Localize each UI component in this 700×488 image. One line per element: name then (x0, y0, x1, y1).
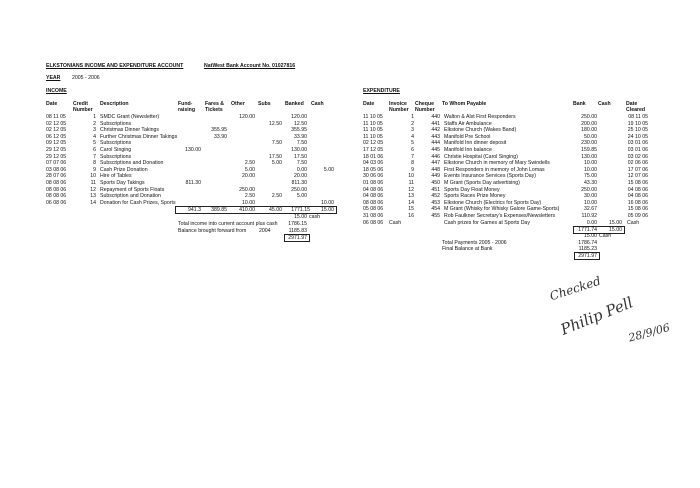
row-banked: 0.00 (296, 166, 307, 173)
row-invoice: 1 (411, 114, 414, 120)
col-other: Other (231, 101, 245, 107)
row-cleared: 04 08 06 (627, 193, 648, 200)
row-date: 04 08 06 (363, 193, 384, 200)
row-description: Subscriptions (100, 140, 132, 147)
row-bank: 0.00 (586, 219, 597, 226)
row-cleared: 16 08 06 (627, 199, 648, 206)
row-bank: 159.85 (581, 147, 597, 153)
row-fares: 33.90 (214, 133, 227, 140)
row-payee: M Grant (Sports Day advertising) (444, 180, 520, 186)
row-description: Subscriptions (100, 120, 132, 127)
col-cash: Cash (311, 101, 324, 107)
row-number: 5 (93, 140, 96, 147)
row-payee: Elkstone Church (Electrics for Sports Day) (444, 199, 542, 206)
row-number: 11 (90, 180, 96, 186)
row-banked: 5.00 (296, 193, 307, 200)
row-number: 4 (93, 133, 96, 140)
row-date: 04 08 06 (363, 186, 384, 193)
row-cleared: Cash (627, 219, 640, 226)
row-fares: 355.95 (211, 127, 227, 134)
row-description: Further Christmas Dinner Takings (100, 133, 178, 140)
row-other: 5.00 (244, 166, 255, 173)
income-summary-value: 1786.15 (288, 221, 307, 227)
income-cash-word: cash (309, 214, 320, 220)
row-invoice: Cash (389, 219, 402, 226)
row-cash: 10.00 (321, 199, 334, 206)
row-number: 2 (93, 120, 96, 127)
row-cheque: 454 (431, 206, 440, 213)
exp-cash-total: 15.00 (584, 233, 597, 239)
col-subs: Subs (258, 101, 271, 107)
row-date: 18 01 06 (363, 153, 384, 160)
row-invoice: 13 (408, 193, 414, 200)
row-bank: 200.00 (581, 120, 597, 127)
row-other: 20.00 (242, 173, 255, 180)
row-date: 29 12 05 (46, 147, 67, 153)
row-number: 14 (90, 199, 96, 206)
row-payee: Walton & Alst First Responders (444, 114, 516, 120)
row-payee: Manifold Pre School (444, 133, 491, 140)
balance-forward-label: Balance brought forward from (178, 228, 247, 234)
col-description: Description (100, 101, 129, 107)
row-cheque: 445 (431, 147, 440, 153)
row-cleared: 03 02 06 (627, 153, 648, 160)
row-cheque: 443 (431, 133, 440, 140)
row-payee: Events Insurance Services (Sports Day) (444, 173, 536, 180)
row-cleared: 24 10 05 (627, 133, 648, 140)
total-payments-label: Total Payments 2005 - 2006 (442, 240, 507, 246)
row-invoice: 4 (411, 133, 414, 140)
total-payments-value: 1786.74 (578, 240, 597, 246)
col-fares: Fares & (205, 101, 225, 107)
row-cash: 15.00 (609, 219, 622, 226)
exp-col-cleared: Cleared (626, 107, 646, 113)
row-date: 28 07 06 (46, 173, 67, 180)
row-banked: 20.00 (294, 173, 307, 180)
row-cheque: 442 (431, 127, 440, 134)
row-payee: Sports Races Prize Money (444, 193, 506, 200)
bank-account-label: NatWest Bank Account No. 01027816 (204, 63, 296, 69)
expenditure-heading: EXPENDITURE (363, 88, 400, 94)
income-grand-total: 2971.97 (288, 235, 307, 241)
row-description: Subscription and Donation (100, 193, 161, 200)
row-description: Donation for Cash Prizes, Sports (100, 199, 176, 206)
row-subs: 7.50 (271, 140, 282, 147)
row-date: 06 08 06 (363, 219, 384, 226)
total-cash: 15.00 (321, 207, 334, 213)
row-bank: 250.00 (581, 186, 597, 193)
signature-checked: Checked (548, 273, 603, 304)
row-cheque: 440 (431, 114, 440, 120)
row-date: 04 03 06 (363, 160, 384, 167)
row-cheque: 455 (431, 213, 440, 219)
row-cheque: 452 (431, 193, 440, 200)
col-fund: Fund- (178, 101, 193, 107)
final-balance-value: 2971.97 (578, 253, 597, 259)
row-date: 08 08 06 (46, 193, 67, 200)
row-description: Repayment of Sports Floats (100, 186, 165, 193)
row-other: 2.50 (244, 160, 255, 167)
income-heading: INCOME (46, 88, 67, 94)
row-cheque: 447 (431, 160, 440, 167)
row-invoice: 2 (411, 120, 414, 127)
balance-forward-value: 1185.83 (288, 228, 307, 234)
row-invoice: 16 (408, 213, 414, 219)
row-number: 10 (90, 173, 96, 180)
year-value: 2005 - 2006 (72, 75, 100, 81)
row-date: 02 12 05 (363, 140, 384, 147)
row-fund: 130.00 (185, 147, 201, 153)
exp-col-cheque: Cheque (415, 101, 435, 107)
row-payee: Elkstone Church (Wakes Band) (444, 127, 517, 134)
row-payee: Rob Faulkner Secretary's Expenses/Newsletters (444, 213, 556, 219)
row-payee: Manifold Inn balance (444, 147, 492, 153)
row-payee: Christie Hospital (Carol Singing) (444, 153, 518, 160)
row-description: Christmas Dinner Takings (100, 127, 160, 134)
row-invoice: 5 (411, 140, 414, 147)
row-cheque: 450 (431, 180, 440, 186)
row-cheque: 448 (431, 166, 440, 173)
row-bank: 50.00 (584, 133, 597, 140)
row-date: 08 08 06 (46, 180, 67, 186)
document-title: ELKSTONIANS INCOME AND EXPENDITURE ACCOUNT (46, 63, 184, 69)
row-payee: M Grant (Whisky for Whisky Galore Game-Sports) (444, 206, 560, 213)
row-other: 250.00 (239, 186, 255, 193)
row-bank: 10.00 (584, 199, 597, 206)
row-cash: 5.00 (323, 166, 334, 173)
row-cleared: 15 08 06 (627, 206, 648, 213)
row-cheque: 451 (431, 186, 440, 193)
row-bank: 110.92 (581, 213, 597, 219)
row-date: 11 10 05 (363, 133, 383, 140)
row-description: Subscriptions (100, 153, 132, 160)
signature-date: 28/9/06 (627, 321, 672, 345)
row-payee: Elkstone Church in memory of Mary Swindells (444, 160, 550, 167)
row-bank: 75.00 (584, 173, 597, 180)
row-subs: 12.50 (269, 120, 282, 127)
row-bank: 180.00 (581, 127, 597, 134)
row-bank: 32.67 (584, 206, 597, 213)
total-banked: 1771.15 (291, 207, 310, 213)
exp-col-cheque-number: Number (415, 107, 435, 113)
exp-col-date: Date (363, 101, 375, 107)
row-date: 05 08 06 (363, 206, 384, 213)
row-date: 31 08 06 (363, 213, 384, 219)
row-number: 7 (93, 153, 96, 160)
row-description: Cash Prize Donation (100, 166, 148, 173)
total-fund: 941.3 (188, 207, 201, 213)
row-other: 120.00 (239, 114, 255, 120)
row-number: 3 (93, 127, 96, 134)
row-banked: 33.90 (294, 133, 307, 140)
col-date: Date (46, 101, 58, 107)
row-cleared: 08 11 05 (628, 114, 648, 120)
income-cash-total: 15.00 (294, 214, 307, 220)
exp-col-invoice: Invoice (389, 101, 407, 107)
row-cleared: 02 06 06 (627, 160, 648, 167)
row-date: 08 08 06 (46, 186, 67, 193)
exp-col-cash: Cash (598, 101, 611, 107)
row-banked: 120.00 (291, 114, 307, 120)
exp-col-invoice-number: Number (389, 107, 409, 113)
row-date: 17 12 05 (363, 147, 384, 153)
final-balance-label: Final Balance at Bank (442, 246, 493, 252)
row-date: 29 12 05 (46, 153, 67, 160)
row-number: 6 (93, 147, 96, 153)
row-date: 08 08 06 (363, 199, 384, 206)
row-date: 11 10 05 (363, 114, 383, 120)
row-cleared: 03 01 06 (627, 147, 648, 153)
row-number: 13 (90, 193, 96, 200)
total-fares: 389.85 (211, 207, 227, 213)
row-description: Subscriptions and Donation (100, 160, 164, 167)
exp-total-cash: 15.00 (609, 227, 622, 233)
exp-col-date-cleared: Date (626, 101, 638, 107)
row-fund: 811.30 (185, 180, 201, 186)
row-date: 02 12 05 (46, 120, 67, 127)
row-date: 06 08 06 (46, 199, 67, 206)
row-payee: Sports Day Float Money (444, 186, 500, 193)
row-cleared: 04 08 06 (627, 186, 648, 193)
col-tickets: Tickets (205, 107, 223, 113)
exp-total-bank: 1771.74 (578, 227, 597, 233)
row-cleared: 03 01 06 (627, 140, 648, 147)
row-bank: 43.30 (584, 180, 597, 186)
row-banked: 12.50 (294, 120, 307, 127)
row-payee: Staffs Air Ambulance (444, 120, 492, 127)
row-cheque: 446 (431, 153, 440, 160)
col-raising: raising (178, 107, 196, 113)
row-bank: 250.00 (581, 114, 597, 120)
row-cleared: 12 07 06 (627, 173, 648, 180)
row-payee: Cash prizes for Games at Sports Day (444, 219, 530, 226)
row-banked: 355.95 (291, 127, 307, 134)
row-date: 02 12 05 (46, 127, 67, 134)
row-bank: 30.00 (584, 193, 597, 200)
row-subs: 5.00 (271, 160, 282, 167)
row-banked: 250.00 (291, 186, 307, 193)
row-invoice: 10 (408, 173, 414, 180)
total-other: 410.00 (239, 207, 255, 213)
income-summary-label: Total income into current account plus cash (178, 221, 278, 227)
row-banked: 7.50 (296, 140, 307, 147)
col-credit-number: Number (73, 107, 93, 113)
row-banked: 7.50 (296, 160, 307, 167)
row-subs: 17.50 (269, 153, 282, 160)
col-banked: Banked (285, 101, 304, 107)
row-bank: 10.00 (584, 166, 597, 173)
row-date: 18 05 06 (363, 166, 384, 173)
row-date: 01 08 06 (363, 180, 384, 186)
exp-cash-word: Cash (599, 233, 612, 239)
row-number: 1 (93, 114, 96, 120)
year-label: YEAR (46, 75, 61, 81)
row-description: Hire of Tables (100, 173, 132, 180)
row-cheque: 453 (431, 199, 440, 206)
row-invoice: 6 (411, 147, 414, 153)
row-invoice: 7 (411, 153, 414, 160)
row-other: 2.50 (244, 193, 255, 200)
row-payee: First Responders in memory of John Lomas (444, 166, 545, 173)
exp-col-bank: Bank (573, 101, 586, 107)
row-banked: 811.30 (291, 180, 307, 186)
row-other: 10.00 (242, 199, 255, 206)
row-banked: 130.00 (291, 147, 307, 153)
row-cleared: 19 10 05 (627, 120, 648, 127)
row-invoice: 11 (408, 180, 414, 186)
row-date: 06 12 05 (46, 133, 67, 140)
row-date: 03 08 06 (46, 166, 67, 173)
row-subs: 2.50 (271, 193, 282, 200)
row-invoice: 12 (408, 186, 414, 193)
row-bank: 230.00 (581, 140, 597, 147)
row-bank: 130.00 (581, 153, 597, 160)
row-date: 11 10 05 (363, 127, 383, 134)
row-invoice: 14 (408, 199, 414, 206)
row-cheque: 449 (431, 173, 440, 180)
col-credit: Credit (73, 101, 88, 107)
balance-forward-year: 2004 (259, 228, 271, 234)
row-description: SMDC Grant (Newsletter) (100, 114, 160, 120)
row-bank: 10.00 (584, 160, 597, 167)
exp-balance-value: 1185.23 (578, 246, 597, 252)
row-cleared: 17 07 06 (627, 166, 648, 173)
row-date: 11 10 05 (363, 120, 383, 127)
row-cheque: 441 (431, 120, 440, 127)
exp-col-payee: To Whom Payable (442, 101, 487, 107)
row-number: 8 (93, 160, 96, 167)
row-date: 07 07 06 (46, 160, 67, 167)
row-date: 09 12 05 (46, 140, 67, 147)
row-invoice: 15 (408, 206, 414, 213)
row-date: 08 11 05 (46, 114, 66, 120)
row-description: Carol Singing (100, 147, 132, 153)
signature-name: Philip Pell (558, 293, 636, 339)
row-invoice: 3 (411, 127, 414, 134)
total-subs: 45.00 (269, 207, 282, 213)
row-payee: Manifold Inn dinner deposit (444, 140, 507, 147)
row-invoice: 9 (411, 166, 414, 173)
row-cleared: 25 10 05 (627, 127, 648, 134)
row-number: 9 (93, 166, 96, 173)
row-description: Sports Day Takings (100, 180, 145, 186)
row-number: 12 (90, 186, 96, 193)
row-date: 30 06 06 (363, 173, 384, 180)
row-cleared: 15 08 06 (627, 180, 648, 186)
row-invoice: 8 (411, 160, 414, 167)
row-cleared: 05 09 06 (627, 213, 648, 219)
row-banked: 17.50 (294, 153, 307, 160)
row-cheque: 444 (431, 140, 440, 147)
